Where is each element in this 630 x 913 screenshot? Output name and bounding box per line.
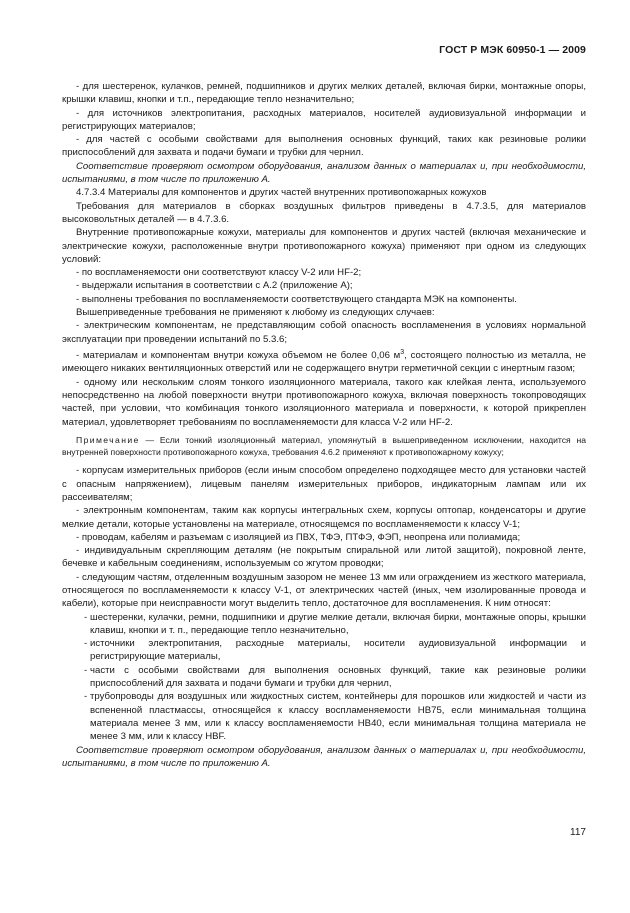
paragraph: - для шестеренок, кулачков, ремней, подшипников и других мелких деталей, включая бирки, монтажные опоры, крышки клавиш, кнопки и т.п., передающие тепло незначительно; bbox=[62, 81, 586, 106]
text-part: - материалам и компонентам внутри кожуха объемом не более 0,06 м bbox=[76, 350, 401, 362]
page-number: 117 bbox=[570, 827, 586, 838]
note-label: Примечание bbox=[76, 434, 140, 445]
note-text: — Если тонкий изоляционный материал, упомянутый в вышеприведенном исключении, находится на внутренней поверхности противопожарного кожуха, требования 4.6.2 применяют к противопожарному кожуху; bbox=[62, 434, 586, 458]
standard-header: ГОСТ Р МЭК 60950-1 — 2009 bbox=[439, 44, 586, 56]
paragraph: - одному или нескольким слоям тонкого изоляционного материала, такого как клейкая лента, используемого непосредственно на любой поверхности внутри противопожарного кожуха, включая поверхность токопроводящих частей, при условии, что комбинация тонкого изоляционного материала и поверхности, к которой прикреплен материал, удовлетворяет требованиям по воспламеняемости для класса V-2 или HF-2. bbox=[62, 376, 586, 428]
note bbox=[62, 434, 586, 458]
dash-bullet: - bbox=[84, 611, 88, 623]
paragraph: - индивидуальным скрепляющим деталям (не покрытым спиральной или литой защитой), покровной ленте, бечевке и кабельным соединениям, используемым со жгутом проводки; bbox=[62, 545, 586, 570]
paragraph: - для частей с особыми свойствами для выполнения основных функций, таких как резиновые ролики приспособлений для захвата и подачи бумаги и трубки для чернил. bbox=[62, 134, 586, 159]
paragraph: Вышеприведенные требования не применяют к любому из следующих случаев: bbox=[76, 307, 435, 319]
paragraph bbox=[62, 346, 586, 376]
paragraph: Внутренние противопожарные кожухи, материалы для компонентов и других частей (включая механические и электрические кожухи, расположенные внутри противопожарного кожуха) применяют при одном из следующих условий: bbox=[62, 227, 586, 265]
list-item: - шестеренки, кулачки, ремни, подшипники и другие мелкие детали, включая бирки, монтажные опоры, крышки клавиш, кнопки и т. п., передающие тепло незначительно, bbox=[84, 611, 586, 636]
paragraph: - следующим частям, отделенным воздушным зазором не менее 13 мм или ограждением из жесткого материала, относящегося по воспламеняемости к классу V-1, от электрических частей (иных, чем изолированные провода и кабели), которые при неисправности могут выделить тепло, достаточное для воспламенения. К ним относят: bbox=[62, 571, 586, 610]
paragraph: - выполнены требования по воспламеняемости соответствующего стандарта МЭК на компоненты. bbox=[76, 293, 517, 305]
list-item: - трубопроводы для воздушных или жидкостных систем, контейнеры для порошков или жидкостей и части из вспененной пластмассы, относящейся к классу воспламеняемости НВ75, если минимальная толщина материала менее 3 мм, или к классу воспламеняемости НВ40, если минимальная толщина материала не менее 3 мм, или к классу HBF. bbox=[84, 691, 586, 743]
paragraph: - электронным компонентам, таким как корпусы интегральных схем, корпусы оптопар, конденсаторы и другие мелкие детали, которые установлены на материале, относящемся по воспламеняемости к классу V-1; bbox=[62, 505, 586, 530]
compliance-statement: Соответствие проверяют осмотром оборудования, анализом данных о материалах и, при необходимости, испытаниями, в том числе по приложению А. bbox=[62, 160, 586, 186]
paragraph: - проводам, кабелям и разъемам с изоляцией из ПВХ, ТФЭ, ПТФЭ, ФЭП, неопрена или полиамида; bbox=[76, 531, 521, 543]
list-item: - источники электропитания, расходные материалы, носители аудиовизуальной информации и регистрирующие материалы, bbox=[84, 638, 586, 663]
paragraph: - выдержали испытания в соответствии с А.2 (приложение А); bbox=[76, 280, 353, 292]
dash-bullet: - bbox=[84, 691, 88, 703]
paragraph: Требования для материалов в сборках воздушных фильтров приведены в 4.7.3.5, для материалов высоковольтных деталей — в 4.7.3.6. bbox=[62, 200, 586, 225]
text-part: , состоящего полностью из металла, не имеющего никаких вентиляционных отверстий или не содержащего внутри герметичной секции с инертным газом; bbox=[62, 350, 586, 375]
paragraph: - корпусам измерительных приборов (если иным способом определено подходящее место для установки частей с опасным напряжением), лицевым панелям измерительных приборов, индикаторным лампам или их рассеивателям; bbox=[62, 465, 586, 503]
dash-bullet: - bbox=[84, 664, 88, 676]
paragraph: - по воспламеняемости они соответствуют классу V-2 или HF-2; bbox=[76, 267, 362, 279]
dash-bullet: - bbox=[84, 638, 88, 650]
paragraph: - электрическим компонентам, не представляющим собой опасность воспламенения в условиях нормальной эксплуатации при проведении испытаний по 5.3.6; bbox=[62, 320, 586, 345]
list-item: - части с особыми свойствами для выполнения основных функций, такие как резиновые ролики приспособлений для захвата и подачи бумаги и трубки для чернил, bbox=[84, 664, 586, 690]
clause-heading: 4.7.3.4 Материалы для компонентов и других частей внутренних противопожарных кожухов bbox=[76, 187, 487, 199]
paragraph: - для источников электропитания, расходных материалов, носителей аудиовизуальной информации и регистрирующих материалов; bbox=[62, 107, 586, 132]
superscript: 3 bbox=[400, 348, 405, 356]
compliance-statement: Соответствие проверяют осмотром оборудования, анализом данных о материалах и, при необходимости, испытаниями, в том числе по приложению А. bbox=[62, 744, 586, 769]
document-body bbox=[62, 80, 586, 770]
